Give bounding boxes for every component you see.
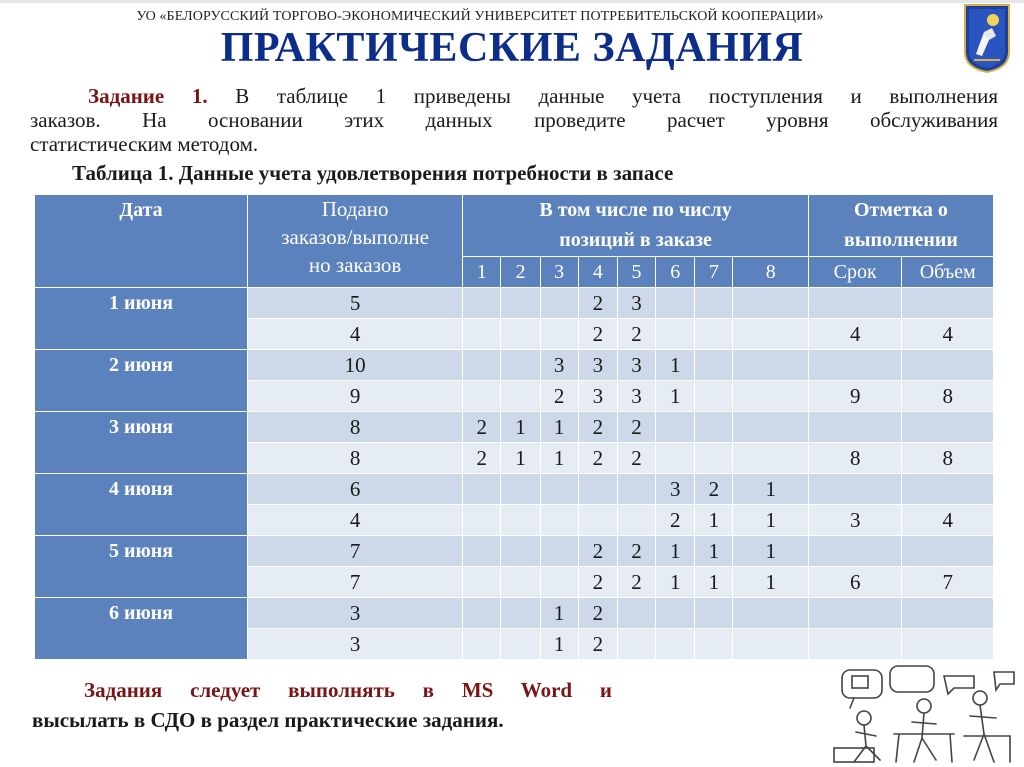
table-cell <box>540 536 578 567</box>
table-cell: 2 <box>695 474 733 505</box>
table-cell <box>902 288 994 319</box>
table-cell: 2 <box>656 505 695 536</box>
orders-count-cell: 7 <box>248 536 463 567</box>
table-row <box>35 288 994 319</box>
table-cell: 1 <box>501 412 540 443</box>
table-cell <box>808 412 901 443</box>
table-cell: 3 <box>578 350 617 381</box>
table-cell: 8 <box>808 443 901 474</box>
footer-text-c: и <box>599 678 613 702</box>
table-cell <box>808 598 901 629</box>
table-cell: 2 <box>578 536 617 567</box>
table-cell <box>501 381 540 412</box>
table-cell <box>902 412 994 443</box>
orders-table <box>34 194 994 660</box>
table-cell: 1 <box>540 412 578 443</box>
table-cell <box>501 350 540 381</box>
table-cell <box>463 505 501 536</box>
table-cell <box>733 319 808 350</box>
table-cell <box>540 567 578 598</box>
table-cell <box>902 474 994 505</box>
table-cell <box>733 412 808 443</box>
orders-count-cell: 10 <box>248 350 463 381</box>
table-cell <box>695 381 733 412</box>
table-cell <box>656 412 695 443</box>
table-cell: 9 <box>808 381 901 412</box>
table-cell <box>501 598 540 629</box>
task-text-1: В таблице 1 приведены данные учета поступления и выполнения <box>235 84 998 108</box>
table-cell <box>501 567 540 598</box>
header-positions-line-1: В том числе по числу <box>539 199 732 221</box>
table-cell: 7 <box>902 567 994 598</box>
header-orders-line-2: заказов/выполне <box>281 225 430 249</box>
subheader-cell: 5 <box>617 257 655 288</box>
table-cell <box>578 474 617 505</box>
footer-note <box>32 675 612 735</box>
table-cell: 8 <box>902 381 994 412</box>
table-cell: 3 <box>617 288 655 319</box>
footer-text-b: MS Word <box>461 678 573 702</box>
table-cell: 2 <box>578 319 617 350</box>
table-cell: 2 <box>617 536 655 567</box>
table-cell: 1 <box>656 567 695 598</box>
subheader-cell: 3 <box>540 257 578 288</box>
date-cell: 5 июня <box>35 536 248 598</box>
table-cell: 1 <box>733 536 808 567</box>
table-cell <box>695 443 733 474</box>
orders-count-cell: 9 <box>248 381 463 412</box>
table-cell <box>656 319 695 350</box>
table-cell <box>463 319 501 350</box>
subheader-cell: 4 <box>578 257 617 288</box>
table-cell: 3 <box>540 350 578 381</box>
table-cell: 6 <box>808 567 901 598</box>
table-cell <box>808 629 901 660</box>
subheader-cell: Срок <box>808 257 901 288</box>
table-row <box>35 412 994 443</box>
header-orders-line-3: но заказов <box>308 253 402 277</box>
table-cell <box>695 350 733 381</box>
subheader-cell: 8 <box>733 257 808 288</box>
orders-count-cell: 6 <box>248 474 463 505</box>
table-cell <box>808 288 901 319</box>
task-line-3: статистическим методом. <box>30 132 259 156</box>
orders-count-cell: 4 <box>248 505 463 536</box>
table-cell <box>902 350 994 381</box>
table-cell: 1 <box>540 443 578 474</box>
orders-count-cell: 4 <box>248 319 463 350</box>
orders-count-cell: 3 <box>248 629 463 660</box>
table-cell: 2 <box>578 412 617 443</box>
orders-count-cell: 5 <box>248 288 463 319</box>
table-row <box>35 536 994 567</box>
subheader-cell: 6 <box>656 257 695 288</box>
header-orders <box>248 195 463 288</box>
university-name: УО «БЕЛОРУССКИЙ ТОРГОВО-ЭКОНОМИЧЕСКИЙ УНИВЕРСИТЕТ ПОТРЕБИТЕЛЬСКОЙ КООПЕРАЦИИ» <box>136 9 824 24</box>
table-cell <box>656 598 695 629</box>
table-cell <box>540 319 578 350</box>
table-cell: 2 <box>540 381 578 412</box>
table-cell <box>463 381 501 412</box>
table-cell <box>902 536 994 567</box>
table-cell <box>695 629 733 660</box>
table-cell <box>733 350 808 381</box>
table-cell <box>463 536 501 567</box>
page-title: ПРАКТИЧЕСКИЕ ЗАДАНИЯ <box>220 25 804 71</box>
table-cell <box>733 288 808 319</box>
table-cell: 8 <box>902 443 994 474</box>
header-date: Дата <box>35 195 248 288</box>
table-cell: 2 <box>578 629 617 660</box>
table-cell: 3 <box>808 505 901 536</box>
table-row <box>35 350 994 381</box>
date-cell: 4 июня <box>35 474 248 536</box>
date-cell: 2 июня <box>35 350 248 412</box>
table-cell <box>501 474 540 505</box>
table-cell: 3 <box>578 381 617 412</box>
table-cell: 1 <box>695 567 733 598</box>
table-cell: 2 <box>617 567 655 598</box>
orders-count-cell: 8 <box>248 412 463 443</box>
table-cell: 2 <box>463 443 501 474</box>
table-cell <box>656 443 695 474</box>
table-cell <box>540 288 578 319</box>
table-cell: 3 <box>617 350 655 381</box>
table-cell <box>501 536 540 567</box>
header-positions-line-2: позиций в заказе <box>559 229 712 251</box>
table-cell <box>501 288 540 319</box>
table-cell: 1 <box>695 505 733 536</box>
orders-count-cell: 7 <box>248 567 463 598</box>
table-cell <box>463 474 501 505</box>
table-cell: 1 <box>540 629 578 660</box>
table-cell <box>501 505 540 536</box>
table-cell <box>463 350 501 381</box>
table-cell <box>463 629 501 660</box>
table-cell: 1 <box>501 443 540 474</box>
table-cell <box>617 598 655 629</box>
table-cell <box>656 288 695 319</box>
table-cell: 1 <box>733 474 808 505</box>
table-cell: 2 <box>578 288 617 319</box>
footer-line-2: высылать в СДО в раздел практические задания. <box>32 708 504 732</box>
header-orders-line-1: Подано <box>321 197 389 221</box>
table-cell <box>617 474 655 505</box>
table-cell: 2 <box>617 319 655 350</box>
table-cell: 1 <box>540 598 578 629</box>
orders-count-cell: 8 <box>248 443 463 474</box>
table-cell: 2 <box>578 567 617 598</box>
table-cell: 3 <box>617 381 655 412</box>
table-cell <box>733 598 808 629</box>
table-cell: 1 <box>733 505 808 536</box>
meeting-sketch-illustration <box>824 662 1020 766</box>
orders-count-cell: 3 <box>248 598 463 629</box>
table-cell: 2 <box>617 412 655 443</box>
table-cell <box>578 505 617 536</box>
table-body <box>35 288 994 660</box>
table-cell <box>617 505 655 536</box>
table-cell <box>808 474 901 505</box>
table-cell <box>656 629 695 660</box>
table-row <box>35 598 994 629</box>
header-positions <box>463 195 809 257</box>
table-cell: 2 <box>463 412 501 443</box>
table-cell: 1 <box>656 350 695 381</box>
table-cell <box>808 536 901 567</box>
table-caption: Таблица 1. Данные учета удовлетворения потребности в запасе <box>72 161 674 185</box>
subheader-cell: 2 <box>501 257 540 288</box>
table-cell: 1 <box>656 536 695 567</box>
table-cell <box>540 505 578 536</box>
table-cell <box>808 350 901 381</box>
table-cell: 4 <box>902 319 994 350</box>
date-cell: 1 июня <box>35 288 248 350</box>
table-cell <box>695 319 733 350</box>
header-completion <box>808 195 993 257</box>
table-cell <box>540 474 578 505</box>
table-cell: 2 <box>578 598 617 629</box>
date-cell: 3 июня <box>35 412 248 474</box>
table-cell <box>463 567 501 598</box>
table-cell: 1 <box>733 567 808 598</box>
task-label: Задание 1. <box>88 84 208 108</box>
top-rule <box>0 0 1024 3</box>
footer-text-a: Задания следует выполнять в <box>84 678 435 702</box>
table-cell: 1 <box>695 536 733 567</box>
table-cell <box>501 319 540 350</box>
table-cell: 4 <box>902 505 994 536</box>
table-cell: 4 <box>808 319 901 350</box>
date-cell: 6 июня <box>35 598 248 660</box>
header-completion-line-1: Отметка о <box>854 199 948 221</box>
table-cell <box>695 412 733 443</box>
table-cell <box>463 598 501 629</box>
table-cell <box>463 288 501 319</box>
table-cell <box>695 598 733 629</box>
task-description <box>30 84 998 156</box>
table-cell: 3 <box>656 474 695 505</box>
table-cell <box>902 598 994 629</box>
table-row <box>35 474 994 505</box>
table-cell <box>501 629 540 660</box>
table-cell: 2 <box>617 443 655 474</box>
subheader-cell: 7 <box>695 257 733 288</box>
subheader-cell: 1 <box>463 257 501 288</box>
header-completion-line-2: выполнении <box>844 229 958 251</box>
table-cell <box>733 443 808 474</box>
table-cell <box>617 629 655 660</box>
table-cell: 2 <box>578 443 617 474</box>
subheader-cell: Объем <box>902 257 994 288</box>
table-cell: 1 <box>656 381 695 412</box>
table-cell <box>733 629 808 660</box>
task-line-2: заказов. На основании этих данных проведите расчет уровня обслуживания <box>30 108 998 132</box>
task-line-1 <box>88 84 998 108</box>
table-cell <box>733 381 808 412</box>
table-cell <box>695 288 733 319</box>
footer-line-1 <box>32 675 612 705</box>
table-cell <box>902 629 994 660</box>
